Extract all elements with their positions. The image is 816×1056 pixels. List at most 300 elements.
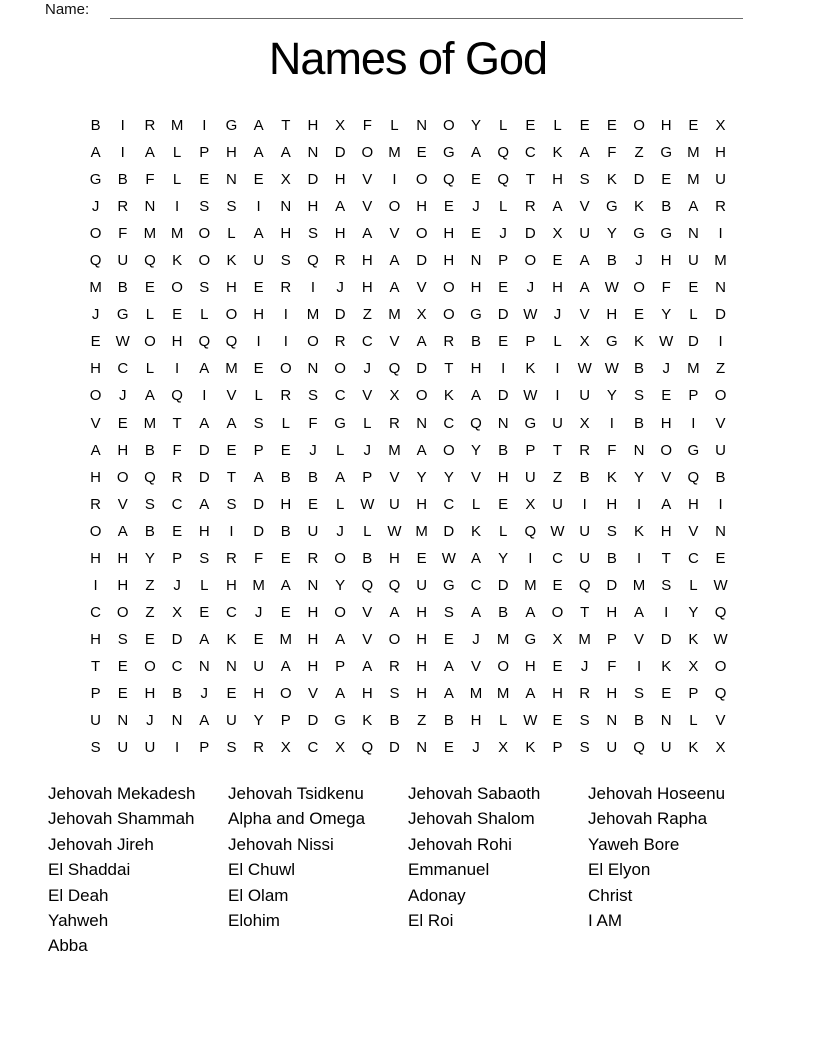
grid-cell: E [416, 144, 427, 162]
grid-cell: E [253, 279, 264, 297]
grid-cell: O [198, 252, 211, 270]
grid-cell: I [582, 495, 587, 513]
word-list-item: Abba [48, 936, 88, 956]
grid-cell: H [606, 685, 618, 702]
word-list-item: Jehovah Hoseenu [588, 784, 726, 803]
grid-cell: L [227, 225, 236, 243]
grid-cell: D [497, 576, 509, 594]
grid-cell: I [310, 279, 316, 297]
grid-cell: H [334, 225, 346, 243]
grid-cell: C [524, 144, 536, 162]
word-list-item: Jehovah Shalom [408, 809, 535, 829]
grid-cell: E [498, 333, 509, 351]
grid-cell: J [472, 198, 480, 216]
grid-cell: I [202, 117, 207, 135]
grid-cell: A [443, 657, 454, 675]
grid-cell: E [715, 549, 726, 567]
grid-cell: A [199, 360, 210, 378]
grid-cell: A [579, 279, 590, 297]
grid-cell: O [89, 522, 102, 540]
grid-cell: P [552, 739, 563, 757]
grid-cell: E [498, 495, 509, 513]
grid-cell: Q [524, 522, 537, 540]
grid-cell: Q [633, 739, 645, 757]
grid-cell: T [91, 657, 101, 675]
grid-cell: V [362, 198, 373, 216]
grid-cell: D [307, 171, 319, 189]
grid-cell: D [198, 441, 210, 459]
grid-cell: O [198, 225, 211, 243]
grid-cell: D [660, 630, 672, 648]
grid-cell: A [362, 657, 373, 675]
grid-cell: N [633, 441, 645, 459]
grid-cell: D [416, 252, 428, 270]
grid-cell: I [718, 333, 723, 351]
grid-cell: B [498, 441, 509, 459]
grid-cell: C [334, 387, 346, 405]
grid-cell: H [660, 522, 672, 540]
grid-cell: S [634, 685, 645, 702]
grid-cell: N [416, 414, 428, 432]
grid-cell: L [498, 198, 508, 216]
grid-cell: G [89, 171, 102, 189]
grid-cell: G [470, 306, 482, 324]
grid-cell: A [226, 414, 237, 432]
grid-cell: I [636, 495, 642, 513]
grid-cell: H [416, 657, 428, 675]
grid-cell: M [252, 576, 265, 594]
grid-cell: J [91, 306, 100, 324]
grid-cell: Q [198, 333, 211, 351]
grid-cell: V [362, 630, 373, 648]
grid-cell: Q [361, 576, 374, 594]
grid-cell: O [714, 657, 727, 675]
grid-cell: Q [497, 144, 509, 162]
grid-cell: B [280, 522, 291, 540]
word-list-item: Jehovah Mekadesh [48, 784, 196, 803]
grid-cell: L [335, 441, 345, 459]
grid-cell: O [89, 387, 102, 405]
grid-cell: J [472, 739, 480, 757]
grid-cell: S [579, 739, 590, 757]
grid-cell: H [307, 657, 319, 675]
grid-cell: X [715, 117, 726, 135]
grid-cell: H [280, 495, 292, 513]
grid-cell: J [254, 603, 263, 621]
grid-cell: E [552, 712, 563, 730]
grid-cell: B [715, 468, 726, 486]
grid-cell: P [688, 387, 699, 405]
grid-cell: C [552, 549, 563, 567]
grid-row [82, 139, 734, 166]
grid-cell: S [579, 712, 590, 730]
grid-cell: N [171, 712, 183, 730]
grid-cell: H [389, 549, 400, 567]
grid-cell: J [363, 360, 372, 378]
grid-cell: P [498, 252, 509, 270]
grid-cell: E [226, 441, 237, 459]
grid-cell: Y [606, 225, 617, 243]
grid-cell: A [335, 468, 346, 486]
grid-cell: R [389, 657, 400, 675]
grid-cell: O [415, 171, 428, 189]
grid-cell: H [361, 252, 373, 270]
grid-cell: L [281, 414, 290, 432]
grid-cell: Q [388, 360, 401, 378]
grid-cell: Q [361, 739, 374, 757]
grid-cell: R [280, 387, 292, 405]
grid-cell: V [715, 414, 726, 432]
grid-cell: M [578, 630, 591, 648]
grid-cell: V [117, 495, 128, 513]
grid-cell: E [199, 171, 210, 189]
grid-cell: Y [470, 117, 481, 135]
grid-cell: F [362, 117, 372, 135]
grid-cell: N [307, 144, 319, 162]
grid-cell: R [171, 468, 183, 486]
grid-cell: M [388, 441, 401, 459]
grid-cell: M [687, 144, 700, 162]
grid-cell: B [606, 549, 617, 567]
grid-cell: X [280, 171, 291, 189]
grid-cell: I [636, 657, 642, 675]
grid-cell: O [144, 333, 156, 351]
grid-cell: N [470, 252, 482, 270]
grid-cell: K [443, 387, 454, 405]
grid-row [82, 193, 734, 220]
grid-cell: H [687, 495, 699, 513]
grid-cell: T [444, 360, 454, 378]
grid-cell: P [525, 441, 536, 459]
grid-cell: A [280, 657, 291, 675]
grid-cell: Q [687, 468, 700, 486]
grid-cell: M [687, 171, 700, 189]
grid-cell: A [389, 603, 400, 621]
grid-cell: Q [144, 252, 156, 270]
grid-cell: T [226, 468, 237, 486]
grid-cell: H [361, 685, 373, 702]
grid-row [82, 220, 734, 247]
grid-cell: O [334, 603, 346, 621]
grid-cell: O [442, 279, 455, 297]
grid-row [82, 626, 734, 653]
grid-cell: J [635, 252, 643, 270]
grid-cell: G [687, 441, 700, 459]
grid-cell: H [226, 144, 237, 162]
grid-cell: L [145, 360, 155, 378]
grid-cell: G [633, 225, 645, 243]
grid-cell: E [172, 522, 183, 540]
grid-cell: X [552, 225, 563, 243]
grid-cell: L [390, 117, 399, 135]
grid-cell: B [280, 468, 291, 486]
grid-cell: I [283, 333, 288, 351]
grid-cell: I [555, 387, 560, 405]
grid-cell: B [443, 712, 454, 730]
grid-cell: H [416, 685, 428, 702]
grid-cell: Y [443, 468, 454, 486]
grid-cell: G [116, 306, 129, 324]
grid-cell: U [715, 441, 726, 459]
grid-cell: D [443, 522, 455, 540]
grid-cell: H [715, 144, 726, 162]
grid-cell: X [688, 657, 699, 675]
grid-cell: N [144, 198, 156, 216]
grid-cell: M [388, 306, 401, 324]
grid-cell: O [714, 387, 727, 405]
grid-cell: E [525, 117, 536, 135]
grid-cell: S [606, 522, 617, 540]
grid-cell: I [664, 603, 669, 621]
grid-cell: R [715, 198, 726, 216]
grid-cell: G [442, 576, 455, 594]
grid-cell: G [442, 144, 455, 162]
grid-cell: U [226, 712, 237, 730]
grid-cell: E [226, 685, 237, 702]
grid-cell: S [634, 387, 645, 405]
grid-cell: E [144, 630, 155, 648]
grid-cell: P [335, 657, 346, 675]
grid-cell: C [226, 603, 237, 621]
grid-cell: R [334, 252, 346, 270]
grid-cell: A [470, 603, 481, 621]
grid-cell: V [579, 306, 590, 324]
grid-cell: I [175, 198, 180, 216]
grid-cell: U [579, 387, 591, 405]
grid-cell: G [660, 225, 673, 243]
grid-cell: A [362, 225, 373, 243]
grid-cell: O [144, 657, 156, 675]
grid-cell: I [501, 360, 506, 378]
grid-cell: V [470, 468, 481, 486]
grid-cell: J [146, 712, 154, 730]
grid-cell: E [470, 225, 481, 243]
grid-cell: E [443, 630, 454, 648]
grid-cell: R [334, 333, 346, 351]
grid-cell: I [528, 549, 533, 567]
grid-cell: S [226, 739, 237, 757]
grid-cell: N [226, 171, 237, 189]
grid-cell: K [606, 468, 617, 486]
name-label: Name: [45, 1, 90, 18]
grid-cell: E [661, 685, 672, 702]
grid-cell: H [416, 198, 428, 216]
grid-cell: U [579, 522, 591, 540]
grid-row [82, 355, 734, 382]
grid-cell: R [579, 441, 591, 459]
grid-cell: O [551, 603, 564, 621]
grid-cell: C [117, 360, 129, 378]
grid-cell: D [389, 739, 400, 757]
grid-row [82, 247, 734, 274]
grid-cell: A [525, 685, 536, 702]
grid-cell: K [172, 252, 183, 270]
grid-cell: N [497, 414, 509, 432]
grid-cell: J [526, 279, 535, 297]
grid-cell: N [117, 712, 129, 730]
grid-cell: X [525, 495, 536, 513]
grid-cell: G [606, 198, 618, 216]
grid-cell: E [280, 603, 291, 621]
grid-row [82, 274, 734, 301]
grid-cell: Q [714, 685, 727, 702]
grid-cell: H [90, 630, 101, 648]
grid-cell: A [443, 685, 454, 702]
grid-cell: D [334, 306, 346, 324]
grid-cell: A [280, 576, 291, 594]
grid-cell: Q [307, 252, 319, 270]
grid-cell: A [335, 685, 346, 702]
grid-cell: H [552, 171, 563, 189]
grid-cell: T [661, 549, 671, 567]
grid-cell: U [117, 252, 129, 270]
grid-row [82, 599, 734, 626]
grid-cell: V [362, 603, 373, 621]
grid-cell: E [579, 117, 590, 135]
grid-cell: B [389, 712, 400, 730]
grid-cell: W [659, 333, 674, 351]
grid-cell: B [144, 441, 155, 459]
grid-cell: R [579, 685, 591, 702]
grid-cell: J [336, 522, 344, 540]
grid-cell: M [279, 630, 293, 648]
grid-cell: U [606, 739, 618, 757]
grid-cell: A [470, 144, 481, 162]
grid-cell: N [198, 657, 210, 675]
grid-cell: D [497, 387, 509, 405]
grid-cell: U [117, 739, 129, 757]
grid-cell: D [606, 576, 618, 594]
grid-cell: A [117, 522, 128, 540]
grid-cell: Y [335, 576, 346, 594]
grid-cell: T [281, 117, 291, 135]
grid-cell: B [498, 603, 509, 621]
grid-cell: V [362, 171, 373, 189]
grid-cell: X [335, 739, 346, 757]
grid-cell: P [362, 468, 373, 486]
word-list-item: El Deah [48, 885, 109, 905]
grid-cell: E [552, 252, 563, 270]
grid-row [82, 382, 734, 409]
grid-cell: X [389, 387, 400, 405]
grid-cell: K [470, 522, 481, 540]
grid-cell: F [118, 225, 128, 243]
grid-cell: L [553, 333, 562, 351]
grid-cell: P [606, 630, 617, 648]
grid-cell: I [120, 117, 125, 135]
grid-cell: G [524, 630, 537, 648]
grid-cell: L [172, 171, 182, 189]
grid-cell: J [336, 279, 344, 297]
grid-cell: M [225, 360, 238, 378]
grid-cell: J [472, 630, 480, 648]
grid-cell: A [416, 441, 427, 459]
grid-cell: P [199, 144, 210, 162]
grid-cell: K [226, 630, 237, 648]
grid-cell: D [497, 306, 509, 324]
grid-cell: D [307, 712, 319, 730]
grid-cell: K [634, 198, 645, 216]
grid-cell: N [416, 739, 428, 757]
grid-cell: D [253, 495, 265, 513]
grid-cell: I [256, 333, 261, 351]
grid-cell: J [553, 306, 562, 324]
grid-cell: K [634, 333, 645, 351]
grid-cell: K [362, 712, 373, 730]
grid-cell: A [253, 468, 264, 486]
grid-cell: X [416, 306, 427, 324]
grid-row [82, 545, 734, 572]
grid-cell: I [229, 522, 234, 540]
grid-cell: Z [634, 144, 644, 162]
grid-row [82, 734, 734, 761]
grid-cell: H [90, 360, 101, 378]
grid-cell: N [307, 360, 319, 378]
grid-cell: M [714, 252, 727, 270]
grid-cell: A [389, 252, 400, 270]
grid-cell: U [552, 414, 563, 432]
grid-cell: O [89, 225, 102, 243]
grid-cell: Q [144, 468, 156, 486]
grid-cell: M [388, 144, 401, 162]
grid-cell: M [524, 576, 537, 594]
grid-cell: V [688, 522, 699, 540]
grid-cell: M [143, 225, 157, 243]
grid-cell: A [144, 387, 155, 405]
grid-cell: Y [688, 603, 699, 621]
grid-cell: L [200, 576, 209, 594]
grid-cell: H [660, 252, 672, 270]
grid-cell: Q [225, 333, 238, 351]
grid-cell: E [552, 576, 563, 594]
grid-cell: B [117, 171, 128, 189]
grid-cell: A [280, 144, 291, 162]
grid-cell: X [280, 739, 291, 757]
grid-cell: K [688, 739, 699, 757]
grid-cell: H [497, 468, 509, 486]
grid-cell: C [171, 495, 183, 513]
grid-cell: E [280, 441, 291, 459]
grid-cell: O [279, 685, 292, 702]
grid-cell: H [416, 630, 428, 648]
grid-cell: A [470, 387, 481, 405]
grid-cell: Z [362, 306, 372, 324]
grid-cell: Q [497, 171, 509, 189]
grid-cell: W [713, 576, 728, 594]
grid-cell: H [606, 306, 618, 324]
grid-cell: K [634, 522, 645, 540]
grid-cell: E [661, 171, 672, 189]
grid-cell: U [579, 549, 591, 567]
word-list-item: Jehovah Rohi [408, 834, 512, 854]
grid-cell: A [335, 630, 346, 648]
grid-cell: J [119, 387, 127, 405]
grid-cell: S [443, 603, 454, 621]
grid-cell: O [307, 333, 319, 351]
grid-cell: H [660, 414, 672, 432]
grid-cell: K [688, 630, 699, 648]
grid-cell: J [499, 225, 507, 243]
grid-cell: V [715, 712, 726, 730]
grid-cell: A [199, 414, 210, 432]
grid-cell: B [634, 414, 645, 432]
word-list-item: Alpha and Omega [228, 809, 366, 829]
grid-cell: C [443, 495, 455, 513]
word-search-grid [82, 112, 734, 761]
grid-cell: E [90, 333, 101, 351]
word-list-column [48, 781, 195, 959]
grid-cell: N [715, 522, 726, 540]
